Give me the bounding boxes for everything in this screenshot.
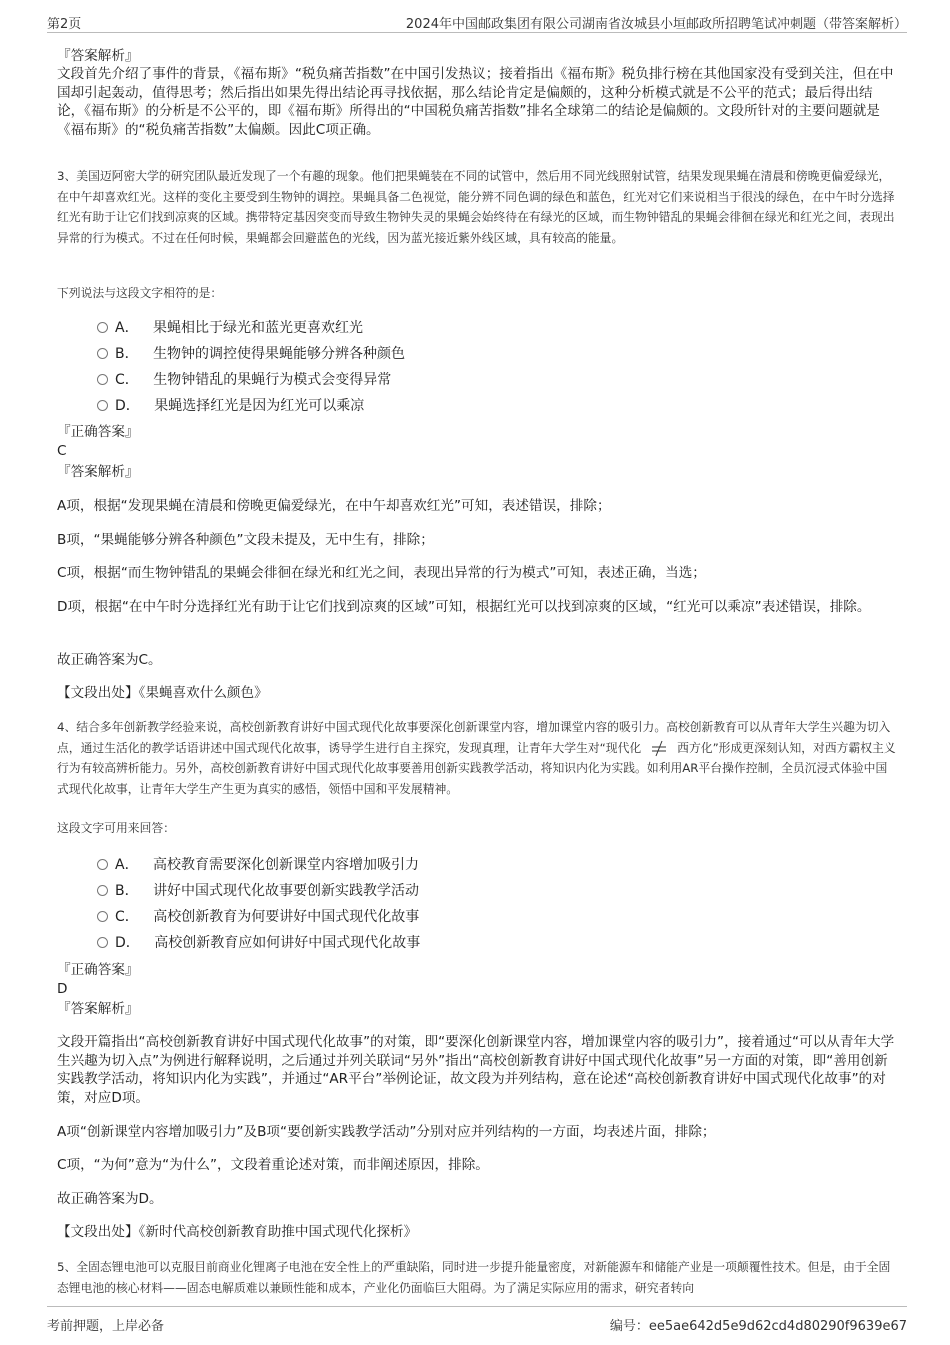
- page-number: 第2页: [47, 17, 82, 32]
- q4-analysis-ab: A项“创新课堂内容增加吸引力”及B项“要创新实践教学活动”分别对应并列结构的一方面，均表述片面，排除；: [57, 1124, 716, 1140]
- q4-prompt: 这段文字可用来回答：: [57, 821, 175, 835]
- option-letter: B．: [115, 883, 139, 899]
- page-header: [47, 11, 907, 33]
- radio-icon[interactable]: [97, 322, 108, 333]
- radio-icon[interactable]: [97, 911, 108, 922]
- q4-answer-title: 『正确答案』: [57, 962, 139, 978]
- q4-option-d[interactable]: [97, 932, 420, 952]
- q4-option-c[interactable]: [97, 906, 419, 926]
- q3-option-d[interactable]: [97, 395, 364, 415]
- q4-option-a[interactable]: [97, 854, 419, 874]
- not-equal-icon: [649, 739, 669, 757]
- option-text: 生物钟的调控使得果蝇能够分辨各种颜色: [153, 346, 406, 362]
- option-text: 果蝇相比于绿光和蓝光更喜欢红光: [153, 320, 364, 336]
- option-letter: D．: [115, 398, 140, 414]
- radio-icon[interactable]: [97, 374, 108, 385]
- q3-option-c[interactable]: [97, 369, 391, 389]
- q3-analysis-b: B项，“果蝇能够分辨各种颜色”文段未提及，无中生有，排除；: [57, 532, 434, 548]
- footer-code: 编号：ee5ae642d5e9d62cd4d80290f9639e67: [609, 1319, 907, 1334]
- q4-analysis-main: 文段开篇指出“高校创新教育讲好中国式现代化故事”的对策，即“要深化创新课堂内容，增加课堂内容的吸引力”，接着通过“可以从青年大学生兴趣为切入点”为例进行解释说明，之后通过并列关联词“另外”指出“高校创新教育讲好中国式现代化故事”另一方面的对策，即“善用创新实践教学活动，将知识内化为实践”，并通过“AR平台”举例论证，故文段为并列结构，意在论述“高校创新教育讲好中国式现代化故事”的对策，对应D项。: [57, 1034, 895, 1106]
- option-text: 讲好中国式现代化故事要创新实践教学活动: [153, 883, 420, 899]
- document-title: 2024年中国邮政集团有限公司湖南省汝城县小垣邮政所招聘笔试冲刺题（带答案解析）: [405, 17, 907, 32]
- q4-source: 【文段出处】《新时代高校创新教育助推中国式现代化探析》: [57, 1224, 418, 1240]
- option-letter: B．: [115, 346, 139, 362]
- q3-answer-title: 『正确答案』: [57, 424, 139, 440]
- q3-analysis-d: D项，根据“在中午时分选择红光有助于让它们找到凉爽的区域”可知，根据红光可以找到凉爽的区域，“红光可以乘凉”表述错误，排除。: [57, 599, 871, 615]
- q3-option-b[interactable]: [97, 343, 405, 363]
- q2-analysis-title: 『答案解析』: [57, 48, 139, 64]
- option-text: 果蝇选择红光是因为红光可以乘凉: [154, 398, 365, 414]
- q4-conclusion: 故正确答案为D。: [57, 1191, 163, 1207]
- q3-prompt: 下列说法与这段文字相符的是：: [57, 286, 223, 300]
- option-letter: A．: [115, 857, 139, 873]
- q3-analysis-title: 『答案解析』: [57, 464, 139, 480]
- q3-analysis-a: A项，根据“发现果蝇在清晨和傍晚更偏爱绿光，在中午却喜欢红光”可知，表述错误，排除；: [57, 498, 611, 514]
- q3-option-a[interactable]: [97, 317, 363, 337]
- q5-stem: 5、全固态锂电池可以克服目前商业化锂离子电池在安全性上的严重缺陷，同时进一步提升能量密度，对新能源车和储能产业是一项颠覆性技术。但是，由于全固态锂电池的核心材料——固态电解质难以兼顾性能和成本，产业化仍面临巨大阻碍。为了满足实际应用的需求，研究者转向: [57, 1260, 891, 1295]
- q3-conclusion: 故正确答案为C。: [57, 652, 162, 668]
- option-text: 高校创新教育应如何讲好中国式现代化故事: [154, 935, 421, 951]
- radio-icon[interactable]: [97, 859, 108, 870]
- q4-stem-part1: 4、结合多年创新教学经验来说，高校创新教育讲好中国式现代化故事要深化创新课堂内容，增加课堂内容的吸引力。高校创新教育可以从青年大学生兴趣为切入点，通过生活化的教学话语讲述中国式现代化故事，诱导学生进行自主探究，发现真理，让青年大学生对“现代化: [57, 720, 891, 755]
- radio-icon[interactable]: [97, 885, 108, 896]
- radio-icon[interactable]: [97, 348, 108, 359]
- q4-analysis-c: C项，“为何”意为“为什么”，文段着重论述对策，而非阐述原因，排除。: [57, 1157, 489, 1173]
- q4-analysis-title: 『答案解析』: [57, 1001, 139, 1017]
- q3-source: 【文段出处】《果蝇喜欢什么颜色》: [57, 685, 268, 701]
- footer-slogan: 考前押题，上岸必备: [47, 1319, 165, 1334]
- option-letter: A．: [115, 320, 139, 336]
- q2-analysis-text: 文段首先介绍了事件的背景，《福布斯》“税负痛苦指数”在中国引发热议；接着指出《福布斯》税负排行榜在其他国家没有受到关注，但在中国却引起轰动，值得思考；然后指出如果先得出结论再寻找依据，那么结论肯定是偏颇的，这种分析模式就是不公平的范式；最后得出结论，《福布斯》的分析是不公平的，即《福布斯》所得出的“中国税负痛苦指数”排名全球第二的结论是偏颇的。文段所针对的主要问题就是《福布斯》的“税负痛苦指数”太偏颇。因此C项正确。: [57, 66, 894, 138]
- q4-stem: [57, 717, 899, 800]
- option-letter: D．: [115, 935, 140, 951]
- option-letter: C．: [115, 909, 139, 925]
- q3-answer: C: [57, 443, 67, 459]
- option-text: 生物钟错乱的果蝇行为模式会变得异常: [153, 372, 392, 388]
- q4-option-b[interactable]: [97, 880, 419, 900]
- option-text: 高校教育需要深化创新课堂内容增加吸引力: [153, 857, 420, 873]
- page-footer: [47, 1306, 907, 1334]
- radio-icon[interactable]: [97, 400, 108, 411]
- q4-stem-part2: 西方化”形成更深刻认知，对西方霸权主义行为有较高辨析能力。另外，高校创新教育讲好中国式现代化故事要善用创新实践教学活动，将知识内化为实践。如利用AR平台操作控制，全员沉浸式体验中国式现代化故事，让青年大学生产生更为真实的感悟，领悟中国和平发展精神。: [57, 740, 896, 797]
- option-text: 高校创新教育为何要讲好中国式现代化故事: [153, 909, 420, 925]
- q3-analysis-c: C项，根据“而生物钟错乱的果蝇会徘徊在绿光和红光之间，表现出异常的行为模式”可知，表述正确，当选；: [57, 565, 706, 581]
- q4-answer: D: [57, 981, 68, 997]
- option-letter: C．: [115, 372, 139, 388]
- radio-icon[interactable]: [97, 937, 108, 948]
- q3-stem: 3、美国迈阿密大学的研究团队最近发现了一个有趣的现象。他们把果蝇装在不同的试管中，然后用不同光线照射试管，结果发现果蝇在清晨和傍晚更偏爱绿光，在中午却喜欢红光。这样的变化主要受到生物钟的调控。果蝇具备二色视觉，能分辨不同色调的绿色和蓝色，红光对它们来说相当于很浅的绿色，在中午时分选择红光有助于让它们找到凉爽的区域。携带特定基因突变而导致生物钟失灵的果蝇会始终待在有绿光的区域，而生物钟错乱的果蝇会徘徊在绿光和红光之间，表现出异常的行为模式。不过在任何时候，果蝇都会回避蓝色的光线，因为蓝光接近紫外线区域，具有较高的能量。: [57, 169, 895, 246]
